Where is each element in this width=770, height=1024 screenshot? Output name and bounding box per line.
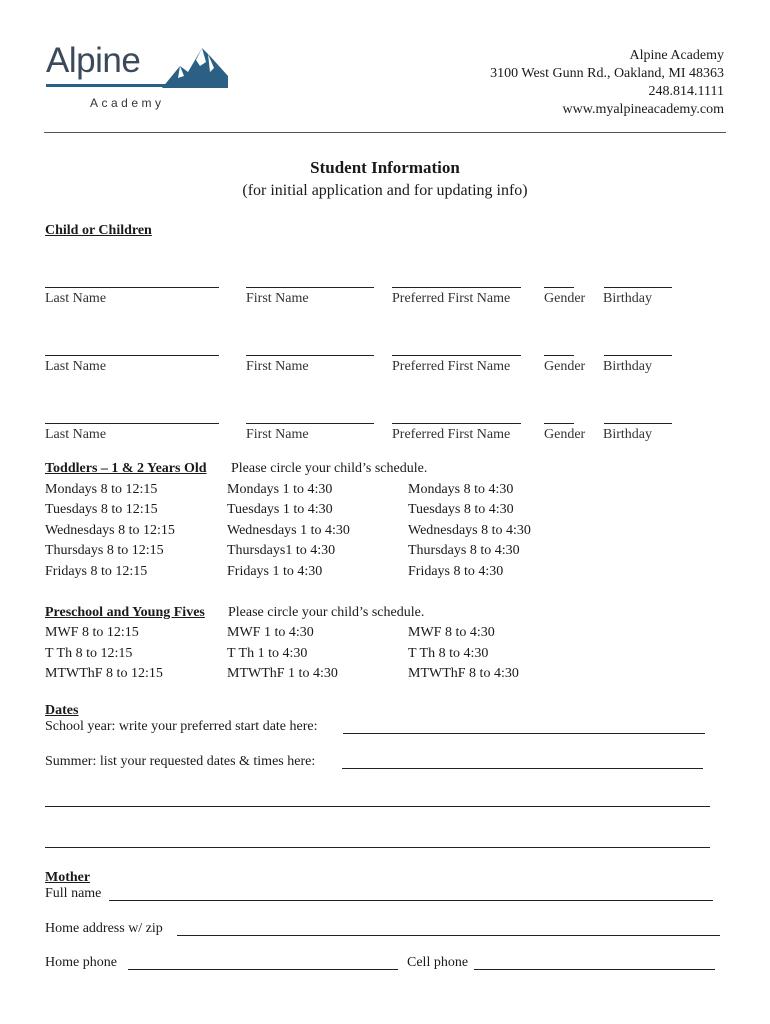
schedule-option[interactable]: Tuesdays 8 to 12:15 [45, 502, 158, 517]
schedule-option[interactable]: Thursdays 8 to 12:15 [45, 543, 164, 558]
school-year-start-date-field[interactable] [343, 733, 705, 734]
gender-line-3[interactable] [544, 423, 574, 424]
first-name-label: First Name [246, 427, 309, 442]
schedule-option[interactable]: MWF 8 to 4:30 [408, 625, 495, 640]
last-name-line-2[interactable] [45, 355, 219, 356]
schedule-option[interactable]: Fridays 8 to 12:15 [45, 564, 148, 579]
preferred-name-line-2[interactable] [392, 355, 521, 356]
mother-home-address-field[interactable] [177, 935, 720, 936]
school-website: www.myalpineacademy.com [562, 102, 724, 117]
mother-home-phone-label: Home phone [45, 955, 117, 970]
schedule-option[interactable]: MTWThF 1 to 4:30 [227, 666, 338, 681]
gender-line-2[interactable] [544, 355, 574, 356]
schedule-option[interactable]: T Th 8 to 12:15 [45, 646, 133, 661]
summer-label: Summer: list your requested dates & times here: [45, 754, 316, 769]
summer-dates-field[interactable] [342, 768, 703, 769]
gender-label: Gender [544, 291, 586, 306]
last-name-label: Last Name [45, 291, 107, 306]
schedule-option[interactable]: Tuesdays 1 to 4:30 [227, 502, 333, 517]
preferred-name-line-1[interactable] [392, 287, 521, 288]
last-name-line-3[interactable] [45, 423, 219, 424]
first-name-line-2[interactable] [246, 355, 374, 356]
schedule-option[interactable]: Wednesdays 8 to 12:15 [45, 523, 175, 538]
summer-dates-line-3[interactable] [45, 847, 710, 848]
logo-wordmark: Alpine [46, 41, 141, 80]
preferred-name-line-3[interactable] [392, 423, 521, 424]
schedule-option[interactable]: Wednesdays 1 to 4:30 [227, 523, 350, 538]
toddlers-heading: Toddlers – 1 & 2 Years Old [45, 461, 207, 476]
schedule-option[interactable]: T Th 8 to 4:30 [408, 646, 489, 661]
preferred-name-label: Preferred First Name [392, 291, 511, 306]
preschool-instruction: Please circle your child’s schedule. [228, 605, 425, 620]
schedule-option[interactable]: Tuesdays 8 to 4:30 [408, 502, 514, 517]
address-block [490, 47, 724, 119]
schedule-option[interactable]: Thursdays1 to 4:30 [227, 543, 336, 558]
schedule-option[interactable]: Fridays 8 to 4:30 [408, 564, 504, 579]
mother-heading: Mother [45, 870, 91, 885]
first-name-label: First Name [246, 291, 309, 306]
last-name-label: Last Name [45, 427, 107, 442]
children-heading: Child or Children [45, 223, 152, 238]
mother-full-name-field[interactable] [109, 900, 713, 901]
mother-cell-phone-field[interactable] [474, 969, 715, 970]
summer-dates-line-2[interactable] [45, 806, 710, 807]
first-name-line-1[interactable] [246, 287, 374, 288]
schedule-option[interactable]: Fridays 1 to 4:30 [227, 564, 323, 579]
schedule-option[interactable]: Mondays 8 to 4:30 [408, 482, 514, 497]
last-name-label: Last Name [45, 359, 107, 374]
schedule-option[interactable]: Thursdays 8 to 4:30 [408, 543, 520, 558]
gender-label: Gender [544, 359, 586, 374]
last-name-line-1[interactable] [45, 287, 219, 288]
birthday-label: Birthday [603, 359, 652, 374]
page-title: Student Information [310, 158, 460, 177]
logo-subtitle: Academy [90, 96, 165, 110]
school-street: 3100 West Gunn Rd., Oakland, MI 48363 [490, 66, 724, 81]
dates-heading: Dates [45, 703, 79, 718]
birthday-label: Birthday [603, 427, 652, 442]
mother-cell-phone-label: Cell phone [407, 955, 469, 970]
page-subtitle: (for initial application and for updating info) [242, 182, 528, 199]
school-phone: 248.814.1111 [648, 84, 724, 99]
school-name: Alpine Academy [629, 48, 724, 63]
schedule-option[interactable]: Mondays 1 to 4:30 [227, 482, 333, 497]
schedule-option[interactable]: Wednesdays 8 to 4:30 [408, 523, 531, 538]
birthday-line-1[interactable] [604, 287, 672, 288]
schedule-option[interactable]: MWF 8 to 12:15 [45, 625, 139, 640]
toddlers-instruction: Please circle your child’s schedule. [231, 461, 428, 476]
schedule-option[interactable]: MTWThF 8 to 4:30 [408, 666, 519, 681]
mother-full-name-label: Full name [45, 886, 102, 901]
mother-home-address-label: Home address w/ zip [45, 921, 163, 936]
birthday-line-2[interactable] [604, 355, 672, 356]
logo-bar [46, 84, 226, 87]
header-divider [44, 132, 726, 133]
preschool-heading: Preschool and Young Fives [45, 605, 205, 620]
birthday-line-3[interactable] [604, 423, 672, 424]
schedule-option[interactable]: MWF 1 to 4:30 [227, 625, 314, 640]
preferred-name-label: Preferred First Name [392, 427, 511, 442]
gender-label: Gender [544, 427, 586, 442]
first-name-line-3[interactable] [246, 423, 374, 424]
gender-line-1[interactable] [544, 287, 574, 288]
logo [44, 38, 234, 116]
schedule-option[interactable]: MTWThF 8 to 12:15 [45, 666, 163, 681]
birthday-label: Birthday [603, 291, 652, 306]
school-year-label: School year: write your preferred start date here: [45, 719, 318, 734]
mountain-logo-icon [162, 42, 228, 90]
first-name-label: First Name [246, 359, 309, 374]
schedule-option[interactable]: Mondays 8 to 12:15 [45, 482, 158, 497]
preferred-name-label: Preferred First Name [392, 359, 511, 374]
schedule-option[interactable]: T Th 1 to 4:30 [227, 646, 308, 661]
mother-home-phone-field[interactable] [128, 969, 398, 970]
